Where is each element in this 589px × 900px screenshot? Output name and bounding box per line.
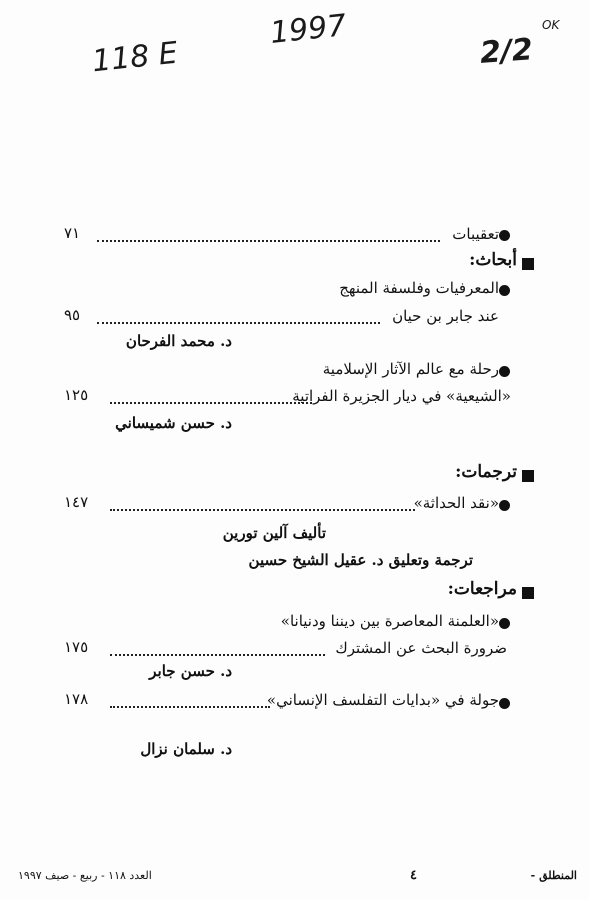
section-heading-reviews: مراجعات: <box>447 579 517 599</box>
footer-journal-name: المنطلق - <box>530 869 577 882</box>
toc-entry-title: المعرفيات وفلسفة المنهج <box>339 279 499 297</box>
leader-dots <box>110 402 312 404</box>
leader-dots <box>110 654 325 656</box>
section-heading-research: أبحاث: <box>469 250 517 270</box>
toc-author: د. حسن شميساني <box>115 414 232 432</box>
toc-page-number: ١٧٥ <box>64 638 89 656</box>
section-square-icon <box>522 587 534 599</box>
leader-dots <box>110 706 270 708</box>
bullet-icon <box>499 285 510 296</box>
bullet-icon <box>499 500 510 511</box>
toc-entry-subtitle: «الشيعية» في ديار الجزيرة الفراتية <box>292 387 511 405</box>
handwritten-note-year: 1997 <box>268 8 348 51</box>
bullet-icon <box>499 230 510 241</box>
toc-entry-title: «العلمنة المعاصرة بين ديننا ودنيانا» <box>280 612 499 630</box>
handwritten-note-ok: OK <box>542 18 560 32</box>
toc-author: د. حسن جابر <box>149 662 232 680</box>
section-square-icon <box>522 258 534 270</box>
footer-issue: العدد ١١٨ - ربيع - صيف ١٩٩٧ <box>18 869 152 882</box>
toc-entry-title: تعقيبات <box>452 225 499 243</box>
leader-dots <box>97 240 440 242</box>
toc-entry-subtitle: ضرورة البحث عن المشترك <box>335 639 507 657</box>
leader-dots <box>97 322 380 324</box>
toc-entry-title: «نقد الحداثة» <box>413 494 499 512</box>
toc-author: د. سلمان نزال <box>140 740 232 758</box>
toc-page-number: ١٧٨ <box>64 690 89 708</box>
toc-page-number: ٩٥ <box>64 306 81 324</box>
handwritten-note-left: 118 E <box>90 35 180 80</box>
handwritten-note-right: 2/2 <box>478 32 534 71</box>
section-heading-translations: ترجمات: <box>455 462 517 482</box>
toc-entry-title: رحلة مع عالم الآثار الإسلامية <box>322 360 499 378</box>
toc-author: د. محمد الفرحان <box>125 332 232 350</box>
leader-dots <box>110 509 415 511</box>
toc-entry-title: جولة في «بدايات التفلسف الإنساني» <box>266 691 499 709</box>
toc-translator: ترجمة وتعليق د. عقيل الشيخ حسين <box>248 551 473 569</box>
section-square-icon <box>522 470 534 482</box>
toc-page-number: ١٤٧ <box>64 493 89 511</box>
bullet-icon <box>499 618 510 629</box>
footer-page-number: ٤ <box>410 868 417 883</box>
bullet-icon <box>499 698 510 709</box>
toc-page-number: ٧١ <box>64 224 81 242</box>
toc-entry-subtitle: عند جابر بن حيان <box>392 307 499 325</box>
toc-page-number: ١٢٥ <box>64 386 89 404</box>
toc-author: تأليف آلين تورين <box>222 524 326 542</box>
bullet-icon <box>499 366 510 377</box>
